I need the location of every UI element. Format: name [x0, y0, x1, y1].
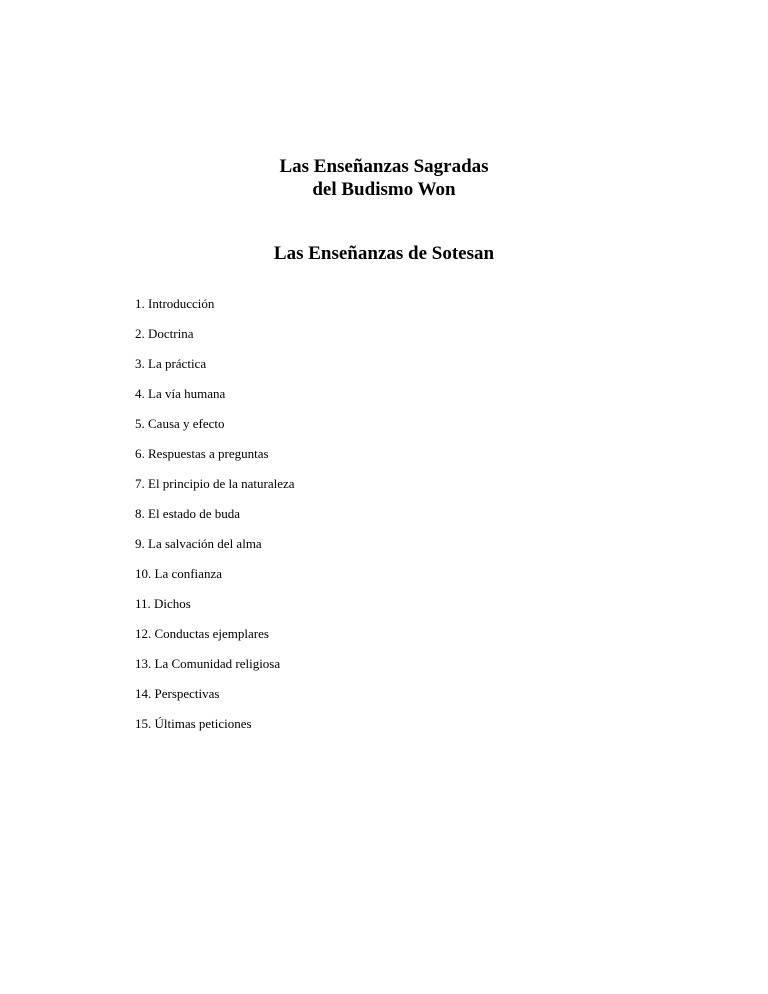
title-line-1: Las Enseñanzas Sagradas	[279, 156, 489, 177]
toc-item: 9. La salvación del alma	[135, 536, 262, 551]
title-line-2: del Budismo Won	[312, 179, 456, 200]
toc-item: 13. La Comunidad religiosa	[135, 656, 281, 671]
document-title	[0, 155, 768, 201]
toc-item: 5. Causa y efecto	[135, 416, 225, 431]
toc-item: 15. Últimas peticiones	[135, 716, 252, 731]
toc-item: 4. La vía humana	[135, 386, 226, 401]
toc-item: 11. Dichos	[135, 596, 191, 611]
toc-item: 14. Perspectivas	[135, 686, 220, 701]
toc-item: 6. Respuestas a preguntas	[135, 446, 269, 461]
toc-item: 12. Conductas ejemplares	[135, 626, 269, 641]
toc-item: 1. Introducción	[135, 296, 215, 311]
toc-item: 2. Doctrina	[135, 326, 194, 341]
toc-item: 10. La confianza	[135, 566, 222, 581]
table-of-contents	[135, 296, 295, 746]
document-subtitle: Las Enseñanzas de Sotesan	[273, 243, 495, 264]
toc-item: 3. La práctica	[135, 356, 207, 371]
toc-item: 8. El estado de buda	[135, 506, 241, 521]
toc-item: 7. El principio de la naturaleza	[135, 476, 295, 491]
